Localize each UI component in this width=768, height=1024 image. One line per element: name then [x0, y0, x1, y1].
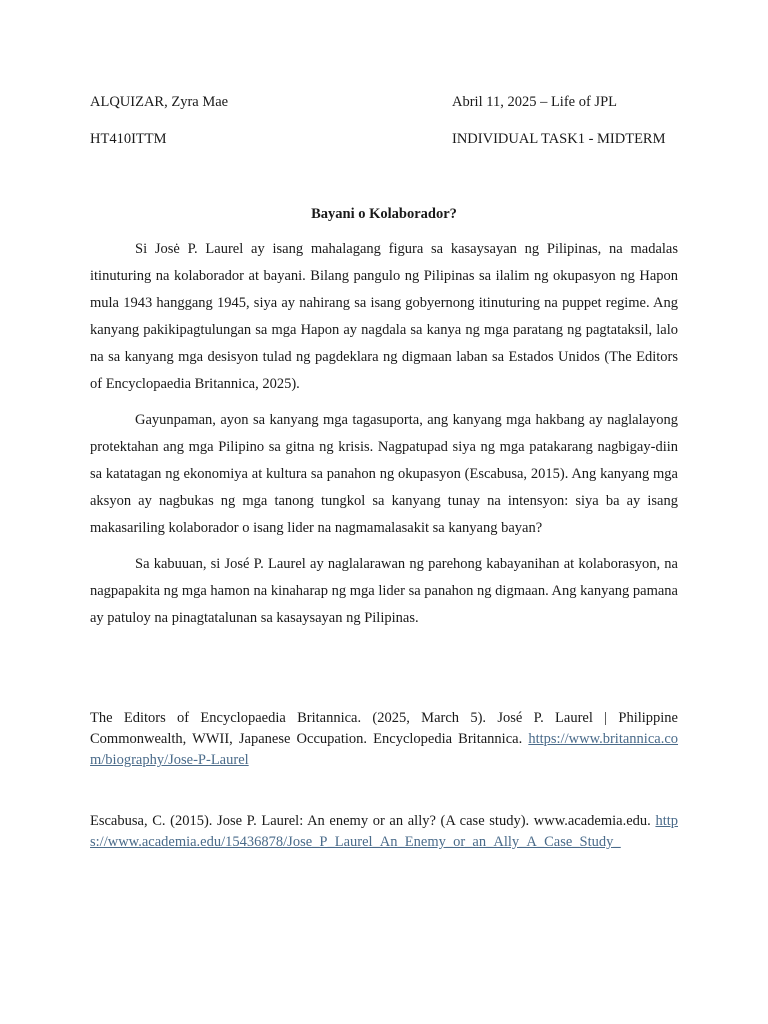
task-label: INDIVIDUAL TASK1 - MIDTERM [452, 131, 666, 147]
author-name: ALQUIZAR, Zyra Mae [90, 94, 229, 110]
section-code: HT410ITTM [90, 131, 167, 147]
reference-2-link[interactable]: https://www.academia.edu/15436878/Jose_P_Laurel_An_Enemy_or_an_Ally_A_Case_Study_ [90, 813, 679, 850]
paragraph-1: Si Josė P. Laurel ay isang mahalagang figura sa kasaysayan ng Pilipinas, na madalas itinuturing na kolaborador at bayani. Bilang pangulo ng Pilipinas sa ilalim ng okupasyon ng Hapon mula 1943 hanggang 1945, siya ay nahirang sa isang gobyernong itinuturing na puppet regime. Ang kanyang pakikipagtulungan sa mga Hapon ay nagdala sa kanya ng mga paratang ng pagtataksil, lalo na sa kanyang mga desisyon tulad ng pagdeklara ng digmaan laban sa Estados Unidos (The Editors of Encyclopaedia Britannica, 2025). [90, 241, 678, 392]
reference-1-text: The Editors of Encyclopaedia Britannica. (2025, March 5). José P. Laurel | Philippine Commonwealth, WWII, Japanese Occupation. Encyclopedia Britannica. [90, 710, 678, 747]
paragraph-2: Gayunpaman, ayon sa kanyang mga tagasuporta, ang kanyang mga hakbang ay naglalayong protektahan ang mga Pilipino sa gitna ng krisis. Nagpatupad siya ng mga patakarang nagbigay-diin sa katatagan ng ekonomiya at kultura sa panahon ng okupasyon (Escabusa, 2015). Ang kanyang mga aksyon ay nagbukas ng mga tanong tungkol sa kanyang tunay na intensyon: siya ba ay isang makasariling kolaborador o isang lider na nagmamalasakit sa kanyang bayan? [90, 412, 678, 536]
date-and-topic: Abril 11, 2025 – Life of JPL [452, 94, 617, 110]
paragraph-3: Sa kabuuan, si José P. Laurel ay naglalarawan ng parehong kabayanihan at kolaborasyon, na nagpapakita ng mga hamon na kinaharap ng mga lider sa panahon ng digmaan. Ang kanyang pamana ay patuloy na pinagtatalunan sa kasaysayan ng Pilipinas. [90, 556, 678, 626]
essay-title: Bayani o Kolaborador? [311, 206, 457, 222]
reference-2-text: Escabusa, C. (2015). Jose P. Laurel: An enemy or an ally? (A case study). www.academia.edu. [90, 813, 651, 829]
reference-2 [90, 811, 678, 853]
reference-1-link[interactable]: https://www.britannica.com/biography/Jose-P-Laurel [90, 731, 679, 768]
reference-1 [90, 708, 678, 771]
